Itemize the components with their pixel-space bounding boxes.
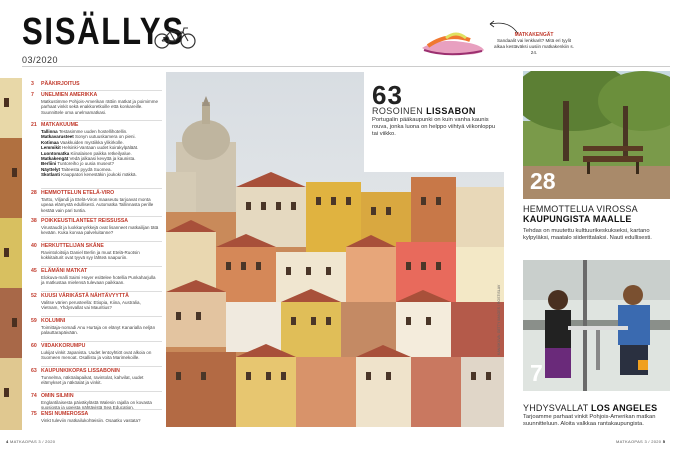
- toc-page-number: 7: [31, 92, 34, 98]
- toc-page-number: 60: [31, 343, 37, 349]
- footer-left: [6, 439, 55, 444]
- feature-heading: [523, 403, 683, 413]
- feature-heading-light: ROSOINEN: [372, 106, 424, 116]
- toc-page-number: 52: [31, 293, 37, 299]
- toc-description: Tallinna Testasimme uuden hostellihotellin. Matkavarusteet Sonyn uutuuskamera on pieni. Kotimaa Vaakkuiden mystiikka ylikirkolle. Lemmikit Helsinki-Vantaan uudet koirakylpäläät. Luontomatka Kiinalaisen paikka retkeilyalue. Matkakengät Vedä jalkaasi kevyttä ja kaunista. Berliini Tuntoreiho jo uusia museot? Näyttelyt Taiteesta pyydä Suomea. Skotlanti Kauppatori kenestäkin joukoki mäkkä.: [41, 129, 139, 178]
- toc-description: Ravintoloitsija Daniel Berlin ja muut Etelä-Ruotsin kokkitaiturit ovat tyyvä syy lähteä naapuriin.: [41, 250, 140, 261]
- feature-heading-light: YHDYSVALLAT: [523, 403, 589, 413]
- toc-description: Valitse värien perusteella: Etiopia, Kiina, Australia, Vietnam, Yhdysvallat vai Mauritius?: [41, 300, 141, 311]
- divider: [41, 366, 162, 367]
- toc-page-number: 45: [31, 268, 37, 274]
- toc-description: Tunnelma, näköalapaikat, ravintolat, kahvilat, uudet elämykset ja näköalat ja vinkit.: [41, 375, 144, 386]
- toc-description: Toimittaja-nomadi Anu Hurtaja on elänyt Kanarialla neljän palauttarapäivään.: [41, 325, 156, 336]
- toc-heading: MATKAKUUME: [41, 122, 79, 128]
- table-of-contents: [0, 78, 162, 430]
- feature-page-number: 7: [530, 360, 543, 386]
- toc-page-number: 40: [31, 243, 37, 249]
- toc-page-number: 74: [31, 393, 37, 399]
- toc-description: Tartto, Viljandi ja Etelä-Viron maaseutu tarjoavat monta upeaa elämystä edullisesti. Automatka Tallinnasta perille kestää vain pari tuntia.: [41, 197, 154, 213]
- issue-number: 03/2020: [22, 55, 59, 65]
- toc-description: Vinkt tuleviin matkailukohteisiin. Osaatko vastata?: [41, 418, 141, 423]
- toc-page-number: 38: [31, 218, 37, 224]
- feature-description: Tarjoamme parhaat vinkit Pohjois-Amerikan matkan suunnitteluun. Aloita valkkaa rantakaupungista.: [523, 414, 656, 428]
- header-divider: [22, 66, 670, 67]
- divider: [41, 90, 162, 91]
- toc-heading: HEMMOTTELUN ETELÄ-VIRO: [41, 190, 115, 196]
- divider: [41, 188, 162, 189]
- footer-right: [616, 439, 665, 444]
- promo-heading: MATKAKENGÄT: [514, 32, 554, 38]
- page-number: 5: [662, 439, 666, 444]
- feature-heading: [523, 204, 673, 224]
- promo-callout: [494, 32, 574, 56]
- feature-heading-bold: LOS ANGELES: [590, 403, 658, 413]
- toc-heading: OMIN SILMIN: [41, 393, 74, 399]
- page-title: SISÄLLYS: [22, 11, 185, 53]
- toc-description: Lukijat vinkit Japanista. Uudet lentoyhtiöt ovat alkoia on Suomeen menoat. Osallistu ja voita Marimekoille.: [41, 350, 152, 361]
- divider: [41, 316, 162, 317]
- toc-page-number: 21: [31, 122, 37, 128]
- divider: [41, 391, 162, 392]
- toc-page-number: 3: [31, 81, 34, 87]
- toc-description: Englantilaisesta päiväkylästä Walesin rajalla on kovasta suosiosta ja upeista nähtävistä Sea Education.: [41, 400, 152, 411]
- issue-label: 3 / 2020: [644, 439, 662, 444]
- page-number: 4: [6, 439, 9, 444]
- toc-page-number: 59: [31, 318, 37, 324]
- bicycle-icon: [153, 26, 197, 50]
- feature-page-number: 63: [372, 80, 403, 110]
- toc-heading: ELÄMÄNI MATKAT: [41, 268, 88, 274]
- toc-heading: PÄÄKIRJOITUS: [41, 81, 80, 87]
- toc-description: Virustaudit ja luokkanyrkkejä ovat lisanneet matkailijan tätä kevään. Kuka korvaa palveluitanne?: [41, 225, 159, 236]
- divider: [41, 341, 162, 342]
- issue-label: 3 / 2020: [38, 439, 56, 444]
- toc-page-number: 75: [31, 411, 37, 417]
- feature-description: Tehdas on muutettu kulttuurikeskukseksi, kartano kylpyläksi, maatalo siiderittalaksi. Nauti edullisesti.: [523, 228, 652, 242]
- promo-text: Sandaalit vai lenkkarit? Mitä eri tyylit alkaa kestäväksi uusiin matkakenkiin s. 24.: [494, 38, 574, 55]
- los-angeles-cafe-photo: [523, 260, 670, 391]
- toc-heading: HERKUTTELIJAN SKÅNE: [41, 243, 104, 249]
- toc-description: Elokuva-malli Saimi Hoyer esittelee hotellia Punkaharjulla ja matkustaa mielensä tulevaan paikkaan.: [41, 275, 156, 286]
- toc-heading: KUUSI VÄRIKÄSTÄ NÄHTÄVYYTTÄ: [41, 293, 129, 299]
- toc-description: Matkustimme Pohjois-Amerikan rättiin matkat ja poimimme parhaat vinkit sekä enakkoretkoille että konkareille. Suunnittele oma unelmamatkasi.: [41, 99, 159, 115]
- divider: [41, 241, 162, 242]
- magazine-name: MATKAOPAS: [9, 439, 37, 444]
- toc-page-number: 28: [31, 190, 37, 196]
- toc-heading: POIKKEUSTILANTEET REISSUSSA: [41, 218, 129, 224]
- toc-heading: VIIDAKKORUMPU: [41, 343, 86, 349]
- divider: [41, 266, 162, 267]
- toc-page-number: 63: [31, 368, 37, 374]
- toc-heading: KOLUMNI: [41, 318, 66, 324]
- magazine-name: MATKAOPAS: [616, 439, 644, 444]
- toc-heading: KAUPUNKIKOPAS LISSABONIN: [41, 368, 120, 374]
- divider: [41, 291, 162, 292]
- divider: [41, 120, 162, 121]
- feature-heading-bold: KAUPUNGISTA MAALLE: [523, 214, 632, 224]
- feature-page-number: 28: [530, 168, 556, 194]
- feature-description: Portugalin pääkaupunki on kuin vanha kaunis rouva, jonka luona on helppo viihtyä viikonloppu tai viikko.: [372, 117, 496, 138]
- feature-heading-bold: LISSABON: [426, 106, 476, 116]
- feature-heading-light: HEMMOTTELUA VIROSSA: [523, 204, 638, 214]
- divider: [41, 409, 162, 410]
- divider: [41, 216, 162, 217]
- feature-heading: [372, 106, 476, 116]
- toc-heading: ENSI NUMEROSSA: [41, 411, 89, 417]
- toc-heading: UNELMIEN AMERIKKA: [41, 92, 98, 98]
- photo-credit: KANSIKUVA: GETTY IMAGES / ROSTISLAV: [497, 284, 501, 355]
